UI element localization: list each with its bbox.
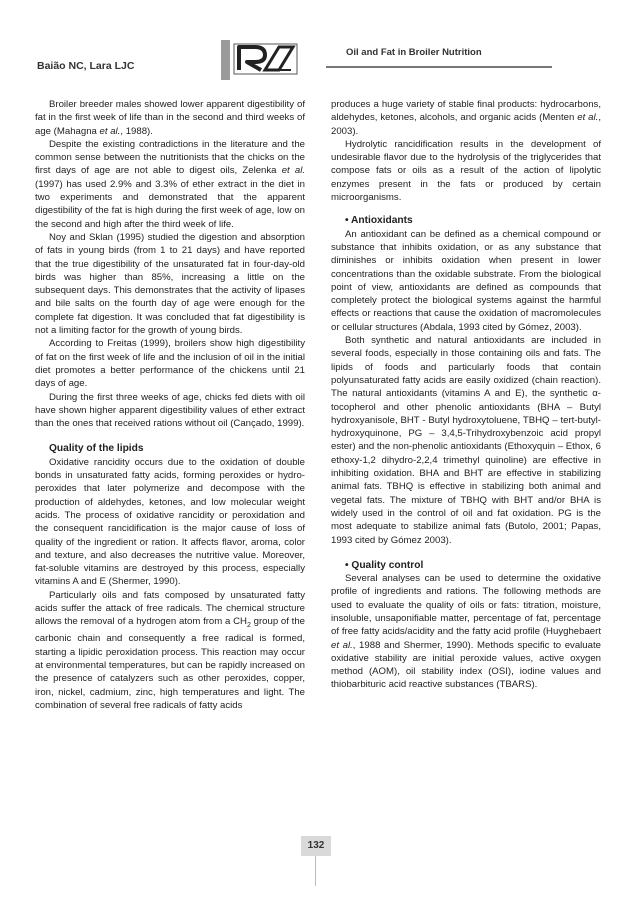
paragraph: Particularly oils and fats composed by unsaturated fatty acids suffer the attack of free radicals. The chemical structure allows the removal of a hydrogen atom from a $CH_2$ group of the carbonic chain and consequently a free radical is formed, starting a lipidic peroxidation process. This reaction may occur at environmental temperatures, but can be rapidly increased on the presence of catalyzers such as other peroxides, copper, iron, nickel, cadmium, zinc, high temperatures and light. The combination of several free radicals of fatty acids <box>35 589 305 711</box>
paragraph: Broiler breeder males showed lower apparent digestibility of fat in the first week of life than in the second and third weeks of age (Mahagna et al., 1988). <box>35 99 305 137</box>
paragraph: Oxidative rancidity occurs due to the oxidation of double bonds in unsaturated fatty acids, forming peroxides or hydro-peroxides that later polymerize and decompose with the production of aldehydes, ketones, and low molecular weight acids. The process of oxidative rancidity or peroxidation and the consequent rancidification is the major cause of loss of quality of the ingredient or ration. It affects flavor, aroma, color and texture, and also decreases the nutritive value. Moreover, fat-soluble vitamins are destroyed by this process, especially vitamins A and E (Shermer, 1990). <box>35 456 305 588</box>
paragraph: Several analyses can be used to determine the oxidative profile of ingredients and rations. The following methods are used to evaluate the quality of oils or fats: titration, moisture, insoluble, unsaponifiable matter, percentage of fat, percentage of free fatty acids/acidity and the fatty acid profile (Huyghebaert et al., 1988 and Shermer, 1990). Methods specific to evaluate oxidative stability are initial peroxide values, active oxygen method (AOM), oil stability index (OSI), iodine values and thiobarbituric acid reactive substances (TBARS). <box>331 573 601 691</box>
section-heading-quality-control: • Quality control <box>345 559 424 571</box>
page-number: 132 <box>307 840 325 851</box>
left-column <box>35 98 305 712</box>
header-authors: Baião NC, Lara LJC <box>37 60 135 72</box>
journal-logo-icon <box>221 38 301 80</box>
paragraph: Despite the existing contradictions in the literature and the common sense between the nutritionists that the chicks on the first days of age are not able to digest oils, Zelenka et al. (1997) has used 2.9% and 3.3% of ether extract in the diet in two experiments and demonstrated that the apparent digestibility of the fat is high during the first week of age, low on the second and high after the third week of life. <box>35 138 305 230</box>
paragraph: During the first three weeks of age, chicks fed diets with oil have shown higher apparent digestibility values of ether extract than the ones that received rations without oil (Cançado, 1999). <box>35 391 305 430</box>
paragraph: Hydrolytic rancidification results in the development of undesirable flavor due to the hydrolysis of the triglycerides that compose fats or oils as a result of the action of lipolytic enzymes present in the fats or produced by certain microorganisms. <box>331 138 601 204</box>
paragraph: According to Freitas (1999), broilers show high digestibility of fat on the first week of life and the inclusion of oil in the initial diet promotes a better performance of the chickens until 21 days of age. <box>35 338 305 390</box>
right-column <box>331 98 601 692</box>
paragraph: An antioxidant can be defined as a chemical compound or substance that inhibits oxidation, or as any substance that diminishes or inhibits oxidation when present in lower concentrations than the oxidable substrate. From the biological point of view, antioxidants are defined as compounds that completely protect the biological systems against the harmful effects or reactions that cause the oxidation of macromolecules or cellular structures (Abdala, 1993 cited by Gómez, 2003). <box>331 228 601 333</box>
header-running-title: Oil and Fat in Broiler Nutrition <box>346 47 482 58</box>
header-rule <box>326 66 552 68</box>
paragraph: Both synthetic and natural antioxidants are included in several foods, especially in those containing oils and fats. The lipids of foods and particularly foods that contain polyunsaturated fatty acids are easily oxidized (chain reaction). The natural antioxidants (vitamins A and E), the synthetic α-tocopherol and other phenolic antioxidants (BHA – Butyl hydroxyanisole, BHT - Butyl hydroxytoluene, TBHQ – tert-butyl-hydroxyquinone, PG – 3,4,5-Trihydroxybenzoic acid propyl ester) and the non-phenolic antioxidants (Ethoxyquin – Ethox, 6 ethoxy-1,2 dihydro-2,2,4 trimethyl quinoline) are effective in inhibiting oxidation. BHA and BHT are effective in stabilizing animal fats. TBHQ is effective in stabilizing both animal and vegetal fats. The mixture of TBHQ with BHT and/or BHA is widely used in the control of oil and fat oxidation. PG is the most adequate to stabilize animal fats (Butolo, 2001; Papas, 1993 cited by Gómez 2003). <box>331 335 601 546</box>
paragraph: produces a huge variety of stable final products: hydrocarbons, aldehydes, ketones, alcohols, and organic acids (Menten et al., 2003). <box>331 99 601 137</box>
paragraph: Noy and Sklan (1995) studied the digestion and absorption of fats in young birds (from 1 to 21 days) and have reported that the true digestibility of the unsaturated fat in four-day-old birds was higher than 85%, increasing a little on the subsequent days. This demonstrates that the activity of lipases and bile salts on the fourth day of age were enough for the complete fat digestion. It was concluded that fat digestibility is not a limiting factor for the growth of young birds. <box>35 231 305 337</box>
section-heading-antioxidants: • Antioxidants <box>345 215 413 227</box>
footer-divider <box>315 856 316 886</box>
section-heading-quality-of-lipids: Quality of the lipids <box>49 443 144 455</box>
